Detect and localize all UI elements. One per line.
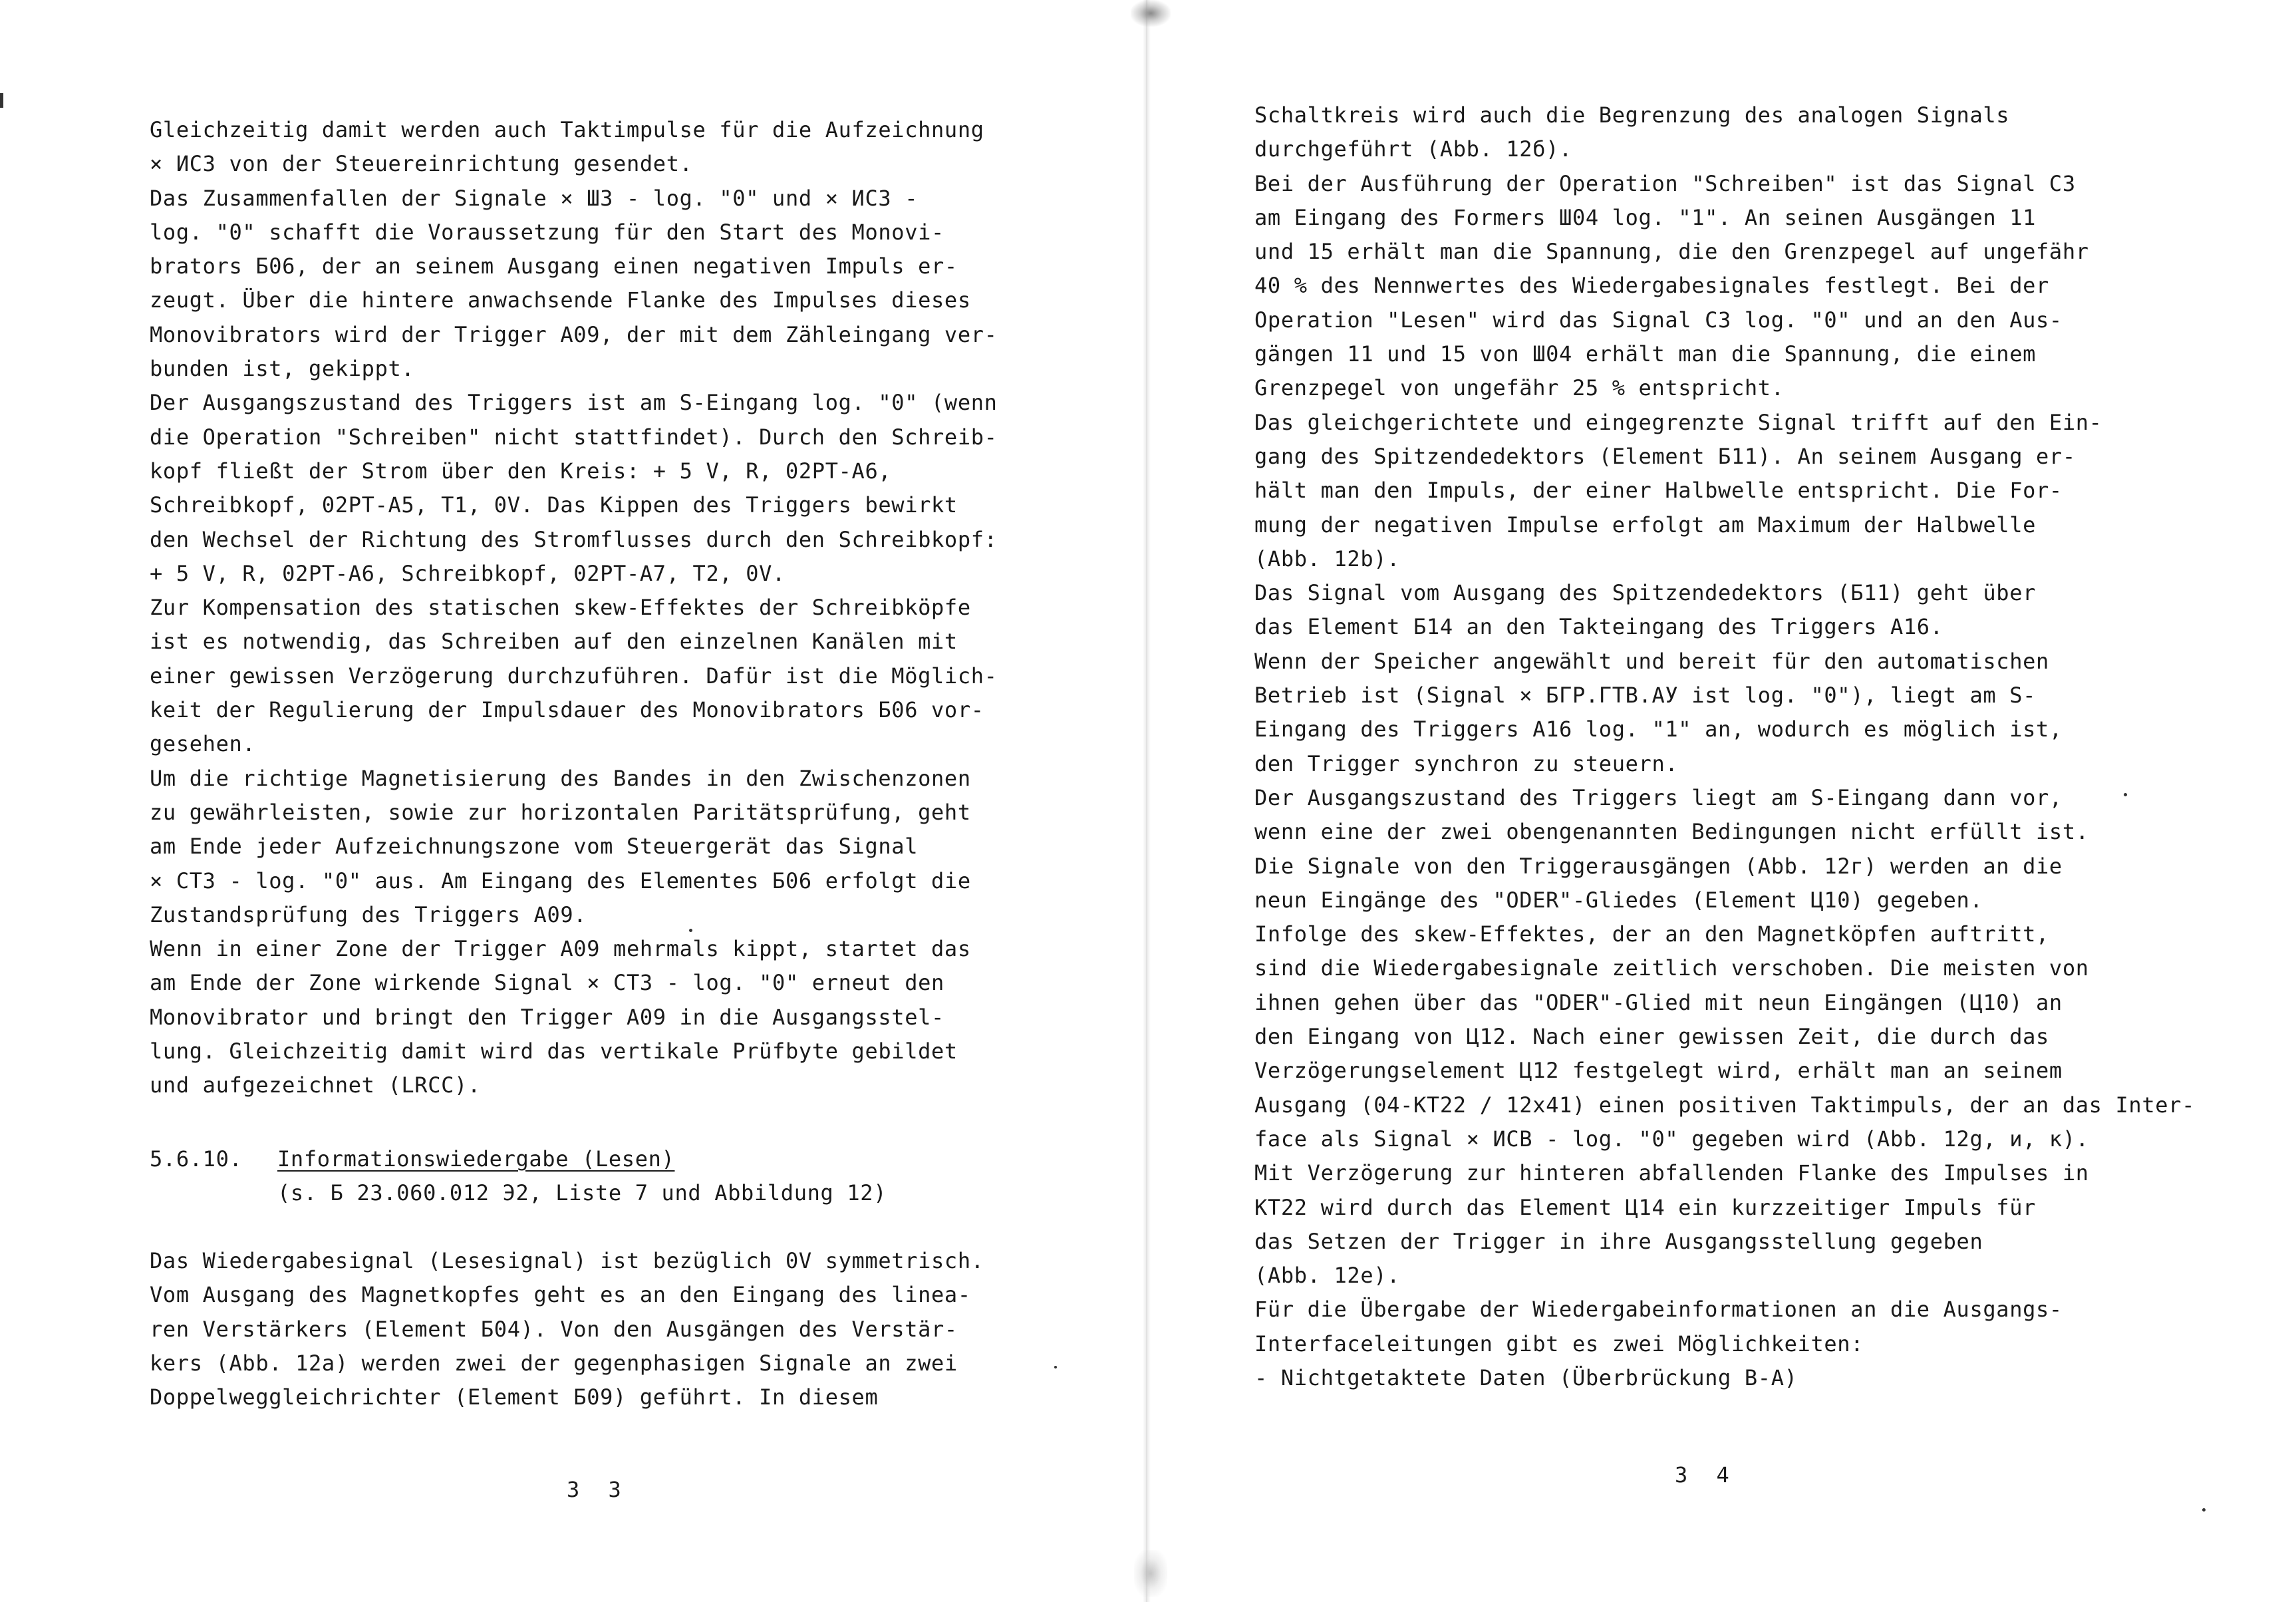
print-speck	[1054, 1366, 1057, 1368]
print-speck	[2124, 793, 2127, 796]
page-number-right: 3 4	[1675, 1462, 1737, 1488]
right-body-text: Schaltkreis wird auch die Begrenzung des analogen Signals durchgeführt (Abb. 12б). Bei der Ausführung der Operation "Schreiben" ist das Signal C3 am Eingang des Formers Ш04 log. "1". An seinen Ausgängen 11 und 15 erhält man die Spannung, die den Grenzpegel auf ungefähr 40 % des Nennwertes des Wiedergabesignales festlegt. Bei der Operation "Lesen" wird das Signal C3 log. "0" und an den Aus- gängen 11 und 15 von Ш04 erhält man die Spannung, die einem Grenzpegel von ungefähr 25 % entspricht. Das gleichgerichtete und eingegrenzte Signal trifft auf den Ein- gang des Spitzendedektors (Element Б11). An seinem Ausgang er- hält man den Impuls, der einer Halbwelle entspricht. Die For- mung der negativen Impulse erfolgt am Maximum der Halbwelle (Abb. 12b). Das Signal vom Ausgang des Spitzendedektors (Б11) geht über das Element Б14 an den Takteingang des Triggers A16. Wenn der Speicher angewählt und bereit für den automatischen Betrieb ist (Signal × БГР.ГТВ.АУ ist log. "0"), liegt am S- Eingang des Triggers A16 log. "1" an, wodurch es möglich ist, den Trigger synchron zu steuern. Der Ausgangszustand des Triggers liegt am S-Eingang dann vor, wenn eine der zwei obengenannten Bedingungen nicht erfüllt ist. Die Signale von den Triggerausgängen (Abb. 12г) werden an die neun Eingänge des "ODER"-Gliedes (Element Ц10) gegeben. Infolge des skew-Effektes, der an den Magnetköpfen auftritt, sind die Wiedergabesignale zeitlich verschoben. Die meisten von ihnen gehen über das "ODER"-Glied mit neun Eingängen (Ц10) an den Eingang von Ц12. Nach einer gewissen Zeit, die durch das Verzögerungselement Ц12 festgelegt wird, erhält man an seinem Ausgang (04-KT22 / 12x41) einen positiven Taktimpuls, der an das Inter- face als Signal × ИСВ - log. "0" gegeben wird (Abb. 12g, и, к). Mit Verzögerung zur hinteren abfallenden Flanke des Impulses in KT22 wird durch das Element Ц14 ein kurzzeitiger Impuls für das Setzen der Trigger in ihre Ausgangsstellung gegeben (Abb. 12e). Für die Übergabe der Wiedergabeinformationen an die Ausgangs- Interfaceleitungen gibt es zwei Möglichkeiten: - Nichtgetaktete Daten (Überbrückung B-A)	[1254, 102, 2196, 1390]
left-edge-mark	[0, 93, 3, 108]
binding-fold	[1143, 0, 1151, 1602]
page-number-left: 3 3	[567, 1477, 629, 1502]
section-number: 5.6.10.	[150, 1146, 243, 1172]
section-title: Informationswiedergabe (Lesen)	[277, 1146, 675, 1172]
print-speck	[689, 929, 692, 932]
section-reference: (s. Б 23.060.012 Э2, Liste 7 und Abbildung 12)	[277, 1180, 887, 1205]
fold-smudge-top	[1131, 0, 1171, 27]
left-section-body-text: Das Wiedergabesignal (Lesesignal) ist bezüglich 0V symmetrisch. Vom Ausgang des Magnetkopfes geht es an den Eingang des linea- ren Verstärkers (Element Б04). Von den Ausgängen des Verstär- kers (Abb. 12a) werden zwei der gegenphasigen Signale an zwei Doppelweggleichrichter (Element Б09) geführt. In diesem	[150, 1248, 984, 1410]
print-speck	[2202, 1508, 2206, 1512]
fold-smudge-bottom	[1134, 1550, 1167, 1597]
left-body-text: Gleichzeitig damit werden auch Taktimpulse für die Aufzeichnung × ИС3 von der Steuereinrichtung gesendet. Das Zusammenfallen der Signale × Ш3 - log. "0" und × ИС3 - log. "0" schafft die Voraussetzung für den Start des Monovi- brators Б06, der an seinem Ausgang einen negativen Impuls er- zeugt. Über die hintere anwachsende Flanke des Impulses dieses Monovibrators wird der Trigger A09, der mit dem Zähleingang ver- bunden ist, gekippt. Der Ausgangszustand des Triggers ist am S-Eingang log. "0" (wenn die Operation "Schreiben" nicht stattfindet). Durch den Schreib- kopf fließt der Strom über den Kreis: + 5 V, R, 02PT-A6, Schreibkopf, 02PT-A5, T1, 0V. Das Kippen des Triggers bewirkt den Wechsel der Richtung des Stromflusses durch den Schreibkopf: + 5 V, R, 02PT-A6, Schreibkopf, 02PT-A7, T2, 0V. Zur Kompensation des statischen skew-Effektes der Schreibköpfe ist es notwendig, das Schreiben auf den einzelnen Kanälen mit einer gewissen Verzögerung durchzuführen. Dafür ist die Möglich- keit der Regulierung der Impulsdauer des Monovibrators Б06 vor- gesehen. Um die richtige Magnetisierung des Bandes in den Zwischenzonen zu gewährleisten, sowie zur horizontalen Paritätsprüfung, geht am Ende jeder Aufzeichnungszone vom Steuergerät das Signal × CT3 - log. "0" aus. Am Eingang des Elementes Б06 erfolgt die Zustandsprüfung des Triggers A09. Wenn in einer Zone der Trigger A09 mehrmals kippt, startet das am Ende der Zone wirkende Signal × CT3 - log. "0" erneut den Monovibrator und bringt den Trigger A09 in die Ausgangsstel- lung. Gleichzeitig damit wird das vertikale Prüfbyte gebildet und aufgezeichnet (LRCC).	[150, 117, 998, 1098]
